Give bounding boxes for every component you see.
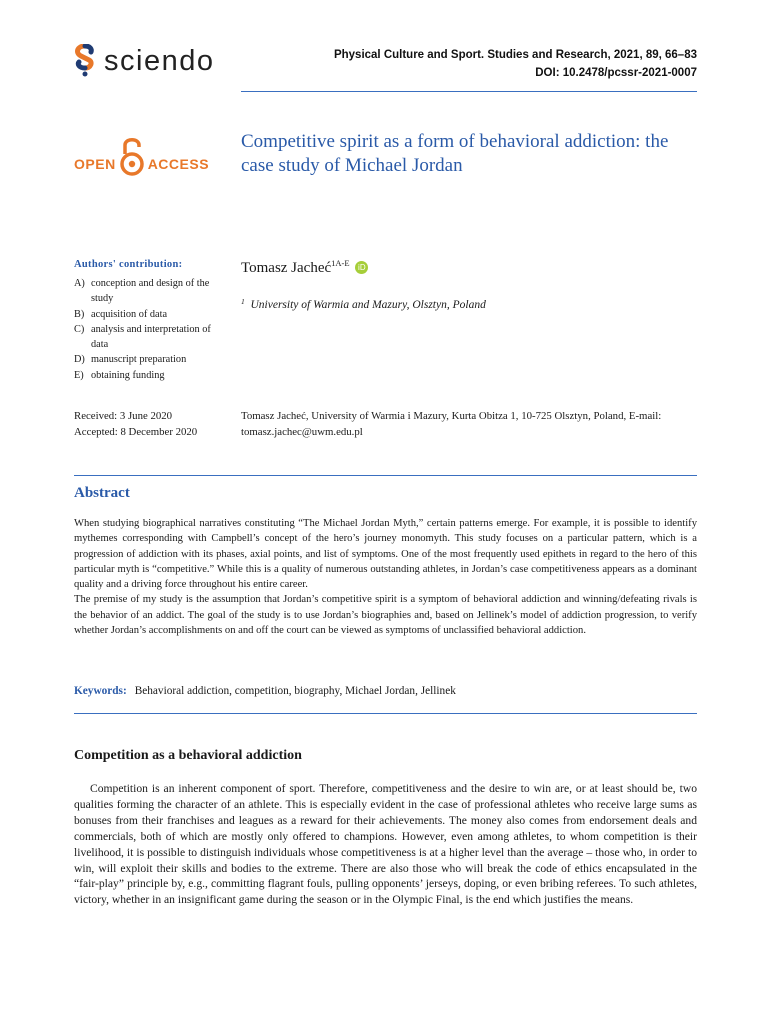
keywords-text: Behavioral addiction, competition, biography, Michael Jordan, Jellinek (134, 685, 456, 697)
author-roles: 1A-E (331, 258, 350, 268)
received-date: Received: 3 June 2020 (74, 410, 173, 422)
abstract-top-rule (74, 475, 697, 476)
orcid-icon[interactable]: iD (355, 261, 368, 274)
list-item: B) acquisition of data (74, 308, 168, 320)
dates (74, 408, 197, 440)
abstract-heading: Abstract (74, 485, 130, 501)
abstract-body (74, 516, 697, 638)
open-access-right: ACCESS (147, 156, 210, 172)
doi: DOI: 10.2478/pcssr-2021-0007 (535, 67, 697, 79)
header-rule (241, 91, 697, 92)
list-item: D) manuscript preparation (74, 354, 187, 366)
correspondence: Tomasz Jacheć, University of Warmia i Mazury, Kurta Obitza 1, 10-725 Olsztyn, Poland, E-mail: tomasz.jachec@uwm.edu.pl (241, 410, 662, 438)
keywords-label: Keywords: (74, 685, 127, 697)
sciendo-s-icon (72, 44, 98, 78)
contributions-list (74, 276, 224, 383)
section-heading: Competition as a behavioral addiction (74, 748, 302, 763)
logo-text: sciendo (104, 44, 215, 77)
author-name: Tomasz Jacheć$^{1A-E}$ iD (241, 258, 368, 277)
list-item: C) analysis and interpretation of data (74, 323, 211, 351)
accepted-date: Accepted: 8 December 2020 (74, 426, 198, 438)
abstract-paragraph: When studying biographical narratives constituting “The Michael Jordan Myth,” certain patterns emerge. For example, it is possible to identify mythemes corresponding with Campbell’s concept of the hero’s journey monomyth. This study focuses on a particular pattern, which is a progression of addiction with its phases, axial points, and list of symptoms. One of the most frequently used epithets in regard to the hero of this particular myth is “competitive.” While this is a quality of numerous outstanding athletes, in Jordan’s case competitiveness appears as a dominant quality and a driving force throughout his entire career. (74, 518, 697, 591)
list-item: E) obtaining funding (74, 369, 165, 381)
journal-info (334, 46, 697, 82)
article-title: Competitive spirit as a form of behavioral addiction: the case study of Michael Jordan (241, 131, 669, 176)
keywords (74, 685, 456, 697)
open-access-badge (74, 134, 209, 176)
abstract-paragraph: The premise of my study is the assumption that Jordan’s competitive spirit is a symptom of behavioral addiction and winning/defeating rivals is the behavior of an addict. The goal of the study is to use Jordan’s biographies and, based on Jellinek’s model of addiction progression, to verify whether Jordan’s accomplishments on and off the court can be viewed as symptoms of unclassified behavioral addiction. (74, 594, 697, 637)
affiliation: $^1$ University of Warmia and Mazury, Olsztyn, Poland (241, 297, 486, 311)
journal-citation: Physical Culture and Sport. Studies and Research, 2021, 89, 66–83 (333, 49, 697, 61)
section-body: Competition is an inherent component of sport. Therefore, competitiveness and the desire to win are, or at least should be, two qualities forming the character of an athlete. This is especially evident in the case of professional athletes who receive large sums as bonuses from their franchises and leagues as a reward for their achievements. The money also comes from endorsement deals and commercials, both of which are mostly only offered to champions. However, even among athletes, to whom competition is their livelihood, it is possible to distinguish individuals whose competitiveness is at a higher level than the average – those who, in order to win, will exploit their skills and bodies to the extreme. There are also those who will break the code of ethics encapsulated in the “fair-play” principle by, e.g., committing flagrant fouls, pulling opponents’ jerseys, doping, or even bribing referees. To such athletes, victory, whether in an insignificant game during the season or in the Olympic Final, is the end which justifies the means. (74, 782, 697, 907)
contributions-heading: Authors' contribution: (74, 259, 183, 270)
list-item: A) conception and design of the study (74, 278, 210, 305)
sciendo-logo (72, 44, 214, 78)
open-lock-icon (118, 134, 146, 176)
keywords-rule (74, 713, 697, 714)
open-access-left: OPEN (74, 156, 116, 172)
